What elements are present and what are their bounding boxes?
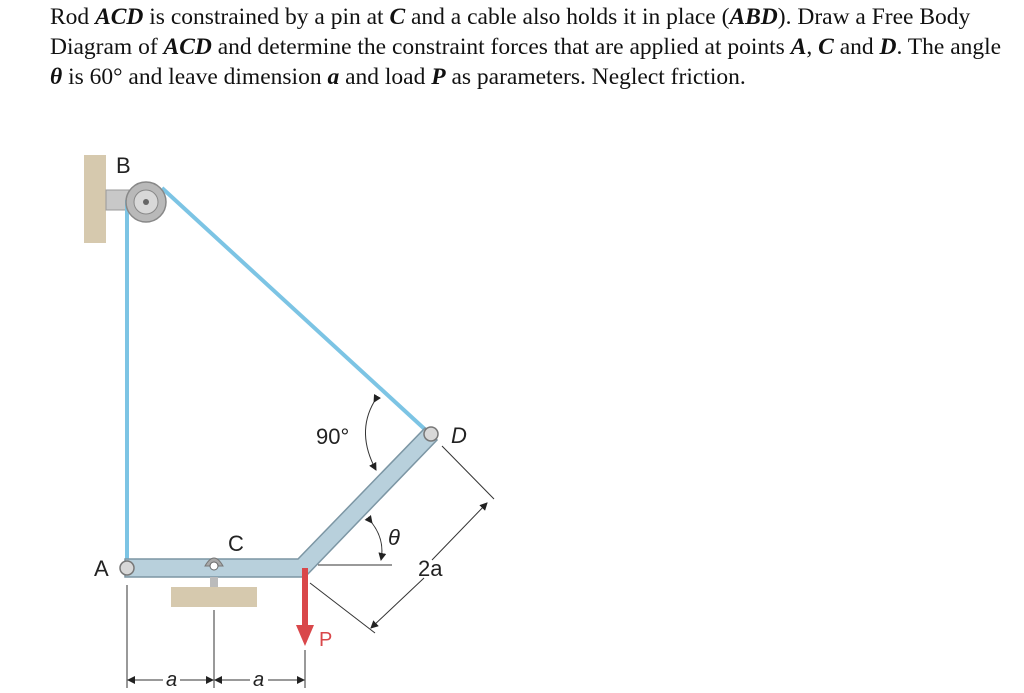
theta-symbol: θ (50, 64, 63, 90)
pulley-b-axle (143, 199, 149, 205)
right-angle-arc (365, 402, 376, 470)
cable-diagonal-bd (162, 188, 430, 434)
label-b: B (116, 153, 131, 178)
point-d: D (879, 34, 897, 60)
dim-arrow-2a-lower (371, 578, 424, 628)
label-d: D (451, 423, 467, 448)
wall-support-b (84, 155, 106, 243)
cable-name: ABD (729, 4, 778, 30)
pin-c (210, 562, 218, 570)
label-dim-a2: a (253, 669, 265, 691)
point-a: A (790, 34, 807, 60)
dim-extension-d (442, 446, 494, 499)
rod-name: ACD (95, 4, 144, 30)
label-p: P (319, 629, 333, 651)
pin-a (120, 561, 134, 575)
dim-arrow-2a-upper (432, 503, 487, 560)
pin-point: C (389, 4, 406, 30)
point-c: C (818, 34, 834, 60)
fbd-rod-name: ACD (163, 34, 212, 60)
label-2a: 2a (418, 556, 443, 581)
theta-arc (372, 523, 382, 560)
label-a: A (94, 556, 109, 581)
dimension-a: a (327, 64, 340, 90)
dim-extension-joint (310, 583, 375, 633)
pin-d (424, 427, 438, 441)
label-theta: θ (388, 525, 400, 550)
rod-acd (125, 428, 437, 577)
pin-c-base (171, 587, 257, 607)
problem-statement: Rod ACD is constrained by a pin at C and a cable also holds it in place (ABD). Draw a Free Body Diagram of ACD and determine the constraint forces that are applied at points A, C and D. The angle θ is 60° and leave dimension a and load P as parameters. Neglect friction. (50, 4, 1002, 90)
label-c: C (228, 531, 244, 556)
load-arrow-head (296, 625, 314, 646)
pin-c-post (210, 577, 218, 587)
load-p: P (431, 64, 446, 90)
label-90-degrees: 90° (316, 424, 350, 449)
label-dim-a1: a (166, 669, 178, 691)
